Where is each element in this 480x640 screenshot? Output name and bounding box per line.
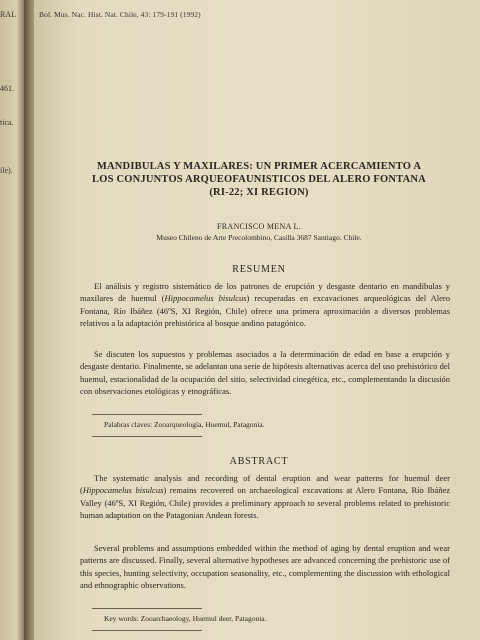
abstract-heading: ABSTRACT	[229, 456, 289, 467]
species-name: Hippocamelus bisulcus	[82, 485, 164, 496]
keywords-rule	[92, 630, 202, 631]
title-line: LOS CONJUNTOS ARQUEOFAUNISTICOS DEL ALERO FONTANA	[92, 174, 426, 185]
book-gutter	[24, 0, 34, 640]
abstract-keywords: Key words: Zooarchaeology, Huemul deer, Patagonia.	[104, 614, 267, 623]
resumen-paragraph-1	[80, 280, 450, 329]
keywords-rule	[92, 414, 202, 415]
author-name: FRANCISCO MENA L.	[216, 222, 301, 231]
facing-page-fragment: ile).	[0, 166, 13, 175]
text-run: The systematic analysis and recording of dental eruption and wear patterns for huemul deer (	[80, 473, 450, 496]
facing-page-edge	[0, 0, 24, 640]
text-run: El análisis y registro sistemático de los patrones de erupción y desgaste dentario en mandíbulas y maxilares de huemul (	[80, 281, 450, 304]
journal-page	[34, 0, 480, 640]
text-run: ) remains recovered on archaeological excavations at Alero Fontana, Río Ibáñez Valley (46ºS, XI Región, Chile) provides a preliminary approach to several problems related to prehistoric human adaptation on the Patagonian Andean forests.	[80, 485, 450, 520]
keywords-rule	[92, 608, 202, 609]
abstract-paragraph-2: Several problems and assumptions embedded within the method of aging by dental eruption and wear patterns are discussed. Finally, several alternative hypotheses are advanced concerning the prehistoric use of this species, hunting selectivity, occupation seasonality, etc., complementing the discussion with ethological and ethnographic observations.	[80, 543, 450, 590]
species-name: Hippocamelus bisulcus	[164, 293, 247, 304]
facing-page-fragment: 461.	[0, 84, 14, 93]
resumen-heading: RESUMEN	[232, 264, 286, 275]
facing-page-fragment: RAL	[0, 10, 16, 19]
article-title	[74, 160, 444, 199]
keywords-rule	[92, 436, 202, 437]
author-affiliation: Museo Chileno de Arte Precolombino, Casilla 3687 Santiago. Chile.	[156, 233, 362, 242]
journal-citation: Bol. Mus. Nac. Hist. Nat. Chile, 43: 179-191 (1992)	[39, 10, 201, 19]
abstract-paragraph-1	[80, 472, 450, 521]
title-line: MANDIBULAS Y MAXILARES: UN PRIMER ACERCAMIENTO A	[96, 161, 422, 172]
title-line: (RI-22; XI REGION)	[209, 187, 309, 198]
resumen-keywords: Palabras claves: Zooarqueología, Huemul, Patagonia.	[104, 420, 265, 429]
facing-page-fragment: tica.	[0, 118, 14, 127]
text-run: ) recuperadas en excavaciones arqueológicas del Alero Fontana, Río Ibáñez (46ºS, XI Región, Chile) ofrece una primera aproximación a diversos problemas relativos a la adaptación prehistórica al bosque andino patagónico.	[80, 293, 451, 328]
resumen-paragraph-2: Se discuten los supuestos y problemas asociados a la determinación de edad en base a erupción y desgaste dentario. Finalmente, se adelantan una serie de hipótesis alternativas acerca del uso prehistórico del huemul, estacionalidad de la ocupación del sitio, selectividad cinegética, etc., complementando la discusión con observaciones etológicas y etnográficas.	[80, 349, 450, 396]
